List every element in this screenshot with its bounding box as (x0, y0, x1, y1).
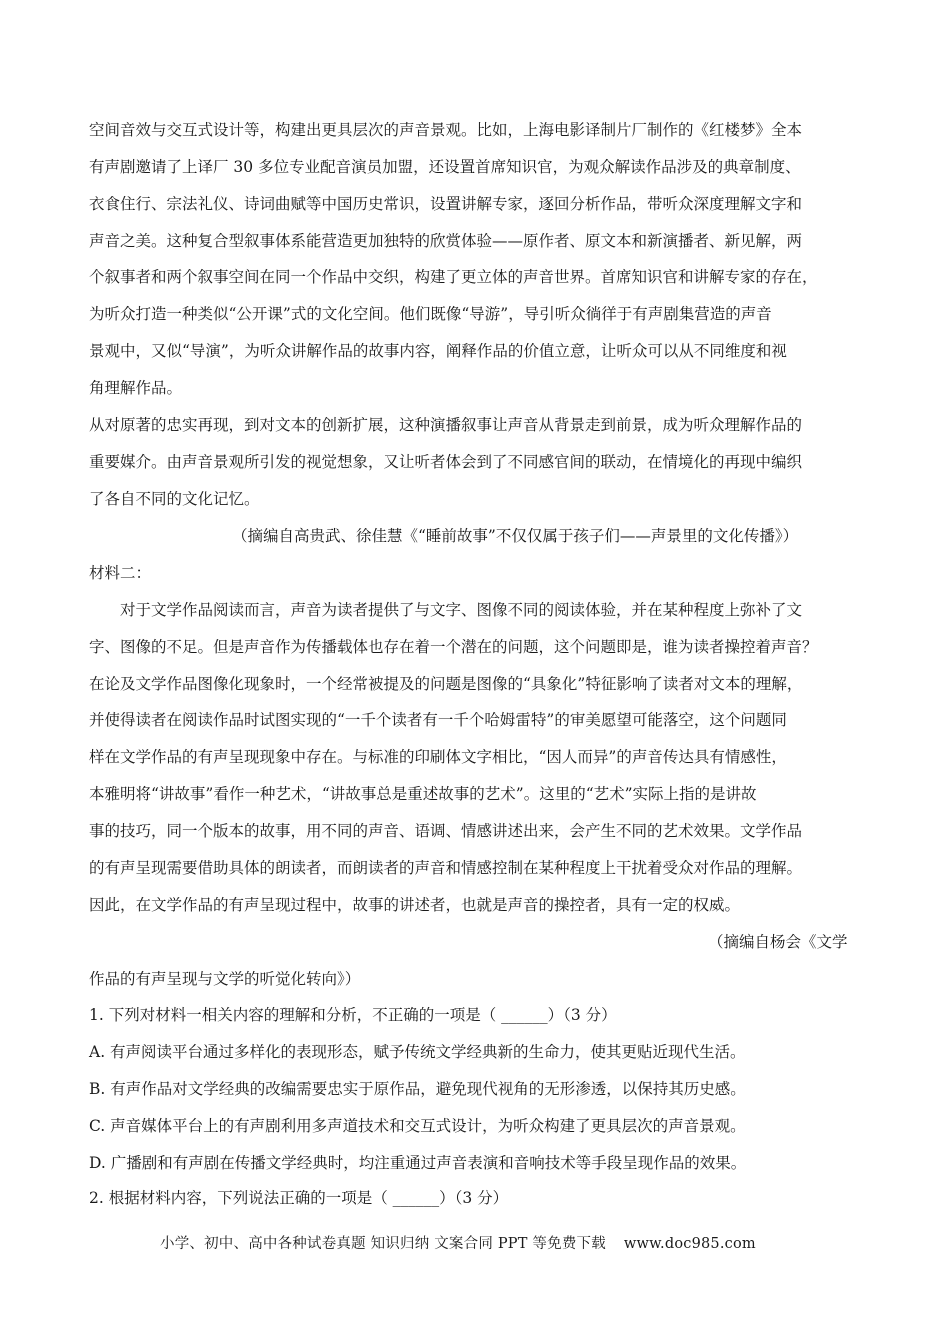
question-1-option-c: C. 声音媒体平台上的有声剧利用多声道技术和交互式设计，为听众构建了更具层次的声音景观。 (89, 1117, 746, 1135)
paragraph-line: 重要媒介。由声音景观所引发的视觉想象，又让听者体会到了不同感官间的联动，在情境化的再现中编织 (89, 453, 803, 471)
paragraph-line: 在论及文学作品图像化现象时，一个经常被提及的问题是图像的“具象化”特征影响了读者对文本的理解， (89, 675, 803, 693)
paragraph-line: 空间音效与交互式设计等，构建出更具层次的声音景观。比如，上海电影译制片厂制作的《红楼梦》全本 (89, 121, 803, 139)
question-1-stem: 1. 下列对材料一相关内容的理解和分析，不正确的一项是（ ______）（3 分） (89, 1006, 617, 1024)
material2-source-cont: 作品的有声呈现与文学的听觉化转向》） (89, 970, 361, 988)
page-footer (160, 1232, 756, 1253)
material1-source: （摘编自高贵武、徐佳慧《“睡前故事”不仅仅属于孩子们——声景里的文化传播》） (232, 527, 799, 545)
paragraph-line: 有声剧邀请了上译厂 30 多位专业配音演员加盟，还设置首席知识官，为观众解读作品涉及的典章制度、 (89, 158, 801, 176)
paragraph-line: 字、图像的不足。但是声音作为传播载体也存在着一个潜在的问题，这个问题即是，谁为读者操控着声音？ (89, 638, 818, 656)
footer-site-link[interactable]: www.doc985.com (623, 1236, 756, 1252)
question-1-option-d: D. 广播剧和有声剧在传播文学经典时，均注重通过声音表演和音响技术等手段呈现作品的效果。 (89, 1154, 747, 1172)
paragraph-line: 个叙事者和两个叙事空间在同一个作品中交织，构建了更立体的声音世界。首席知识官和讲解专家的存在， (89, 268, 818, 286)
material2-heading: 材料二： (89, 564, 152, 582)
material2-source: （摘编自杨会《文学 (708, 933, 848, 951)
paragraph-line: 对于文学作品阅读而言，声音为读者提供了与文字、图像不同的阅读体验，并在某种程度上弥补了文 (120, 601, 803, 619)
footer-text: 小学、初中、高中各种试卷真题 知识归纳 文案合同 PPT 等免费下载 (160, 1236, 606, 1252)
paragraph-line: 为听众打造一种类似“公开课”式的文化空间。他们既像“导游”，导引听众徜徉于有声剧集营造的声音 (89, 305, 772, 323)
paragraph-line: 从对原著的忠实再现，到对文本的创新扩展，这种演播叙事让声音从背景走到前景，成为听众理解作品的 (89, 416, 803, 434)
paragraph-line: 样在文学作品的有声呈现现象中存在。与标准的印刷体文字相比，“因人而异”的声音传达具有情感性， (89, 748, 787, 766)
paragraph-line: 并使得读者在阅读作品时试图实现的“一千个读者有一千个哈姆雷特”的审美愿望可能落空，这个问题同 (89, 711, 787, 729)
question-1-option-b: B. 有声作品对文学经典的改编需要忠实于原作品，避免现代视角的无形渗透，以保持其历史感。 (89, 1080, 746, 1098)
paragraph-line: 景观中，又似“导演”，为听众讲解作品的故事内容，阐释作品的价值立意，让听众可以从不同维度和视 (89, 342, 787, 360)
paragraph-line: 本雅明将“讲故事”看作一种艺术，“讲故事总是重述故事的艺术”。这里的“艺术”实际上指的是讲故 (89, 785, 757, 803)
paragraph-line: 因此，在文学作品的有声呈现过程中，故事的讲述者，也就是声音的操控者，具有一定的权威。 (89, 896, 741, 914)
paragraph-line: 事的技巧，同一个版本的故事，用不同的声音、语调、情感讲述出来，会产生不同的艺术效果。文学作品 (89, 822, 803, 840)
paragraph-line: 的有声呈现需要借助具体的朗读者，而朗读者的声音和情感控制在某种程度上干扰着受众对作品的理解。 (89, 859, 803, 877)
paragraph-line: 角理解作品。 (89, 379, 183, 397)
question-2-stem: 2. 根据材料内容，下列说法正确的一项是（ ______）（3 分） (89, 1189, 509, 1207)
question-1-option-a: A. 有声阅读平台通过多样化的表现形态，赋予传统文学经典新的生命力，使其更贴近现代生活。 (89, 1043, 746, 1061)
paragraph-line: 声音之美。这种复合型叙事体系能营造更加独特的欣赏体验——原作者、原文本和新演播者、新见解，两 (89, 232, 803, 250)
paragraph-line: 衣食住行、宗法礼仪、诗词曲赋等中国历史常识，设置讲解专家，逐回分析作品，带听众深度理解文字和 (89, 195, 803, 213)
paragraph-line: 了各自不同的文化记忆。 (89, 490, 260, 508)
